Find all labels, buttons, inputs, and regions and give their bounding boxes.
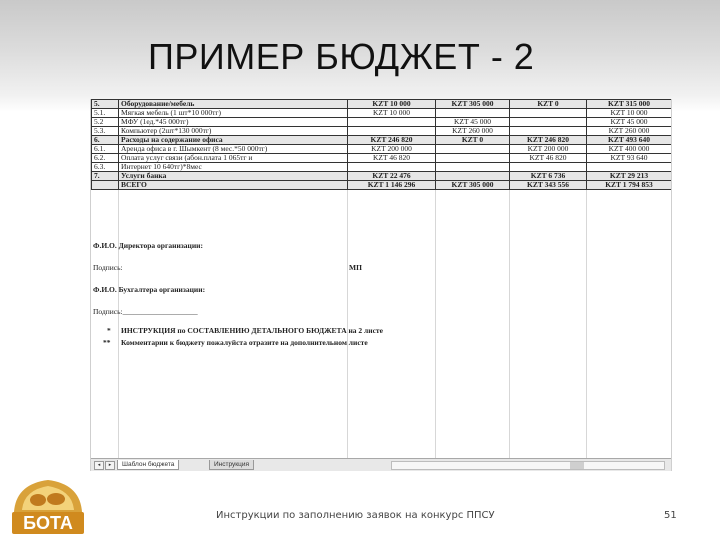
amount-cell [436, 109, 510, 118]
amount-cell: KZT 305 000 [436, 100, 510, 109]
camel-icon [47, 493, 65, 505]
signature-label: Подпись:____________________ [93, 307, 198, 316]
table-row [92, 181, 672, 190]
row-number-cell: 5.2 [92, 118, 119, 127]
note-marker: ** [103, 338, 111, 347]
item-name-cell: Расходы на содержание офиса [119, 136, 348, 145]
bota-logo [8, 474, 88, 536]
amount-cell [510, 127, 587, 136]
director-label: Ф.И.О. Директора организации: [93, 241, 203, 250]
amount-cell: KZT 260 000 [587, 127, 672, 136]
comment-note: Комментарии к бюджету пожалуйста отразите на дополнительном листе [121, 338, 368, 347]
slide-title: ПРИМЕР БЮДЖЕТ - 2 [148, 36, 535, 77]
row-number-cell: 5. [92, 100, 119, 109]
row-number-cell: 7. [92, 172, 119, 181]
amount-cell: KZT 6 736 [510, 172, 587, 181]
budget-table [91, 99, 672, 190]
row-number-cell: 6. [92, 136, 119, 145]
amount-cell: KZT 246 820 [348, 136, 436, 145]
amount-cell: KZT 200 000 [348, 145, 436, 154]
amount-cell [510, 118, 587, 127]
row-number-cell: 6.3. [92, 163, 119, 172]
horizontal-scrollbar[interactable] [391, 461, 665, 470]
first-sheet-icon[interactable]: ◂ [94, 461, 104, 470]
camel-icon [30, 494, 46, 506]
amount-cell [587, 163, 672, 172]
amount-cell: KZT 0 [510, 100, 587, 109]
signature-label: Подпись: [93, 263, 123, 272]
scrollbar-thumb[interactable] [570, 462, 584, 469]
row-number-cell [92, 181, 119, 190]
table-row [92, 145, 672, 154]
amount-cell [436, 154, 510, 163]
amount-cell: KZT 45 000 [436, 118, 510, 127]
amount-cell: KZT 400 000 [587, 145, 672, 154]
logo-text: БОТА [23, 513, 73, 533]
amount-cell: KZT 46 820 [348, 154, 436, 163]
amount-cell [348, 127, 436, 136]
table-row [92, 172, 672, 181]
item-name-cell: Услуги банка [119, 172, 348, 181]
next-sheet-icon[interactable]: ▸ [105, 461, 115, 470]
amount-cell: KZT 10 000 [587, 109, 672, 118]
item-name-cell: Оборудование/мебель [119, 100, 348, 109]
page-number: 51 [664, 510, 677, 521]
table-row [92, 154, 672, 163]
table-row [92, 109, 672, 118]
instruction-note: ИНСТРУКЦИЯ по СОСТАВЛЕНИЮ ДЕТАЛЬНОГО БЮДЖЕТА на 2 листе [121, 326, 383, 335]
row-number-cell: 5.1. [92, 109, 119, 118]
note-marker: * [107, 326, 111, 335]
amount-cell: KZT 493 640 [587, 136, 672, 145]
amount-cell: KZT 246 820 [510, 136, 587, 145]
amount-cell: KZT 343 556 [510, 181, 587, 190]
footer-text: Инструкции по заполнению заявок на конкурс ППСУ [216, 510, 495, 521]
amount-cell: KZT 10 000 [348, 109, 436, 118]
sheet-tab[interactable]: Шаблон бюджета [117, 460, 179, 470]
amount-cell: KZT 45 000 [587, 118, 672, 127]
amount-cell [510, 163, 587, 172]
amount-cell [436, 163, 510, 172]
amount-cell [348, 163, 436, 172]
amount-cell: KZT 93 640 [587, 154, 672, 163]
amount-cell [436, 172, 510, 181]
amount-cell: KZT 1 146 296 [348, 181, 436, 190]
item-name-cell: Мягкая мебель (1 шт*10 000тг) [119, 109, 348, 118]
amount-cell: KZT 315 000 [587, 100, 672, 109]
stamp-label: МП [349, 263, 362, 272]
accountant-label: Ф.И.О. Бухгалтера организации: [93, 285, 206, 294]
spreadsheet-image [90, 99, 672, 471]
amount-cell [348, 118, 436, 127]
amount-cell: KZT 10 000 [348, 100, 436, 109]
sheet-tab[interactable]: Инструкция [209, 460, 254, 470]
item-name-cell: Аренда офиса в г. Шымкент (8 мес.*50 000тг) [119, 145, 348, 154]
table-row [92, 163, 672, 172]
item-name-cell: Компьютер (2шт*130 000тг) [119, 127, 348, 136]
amount-cell [510, 109, 587, 118]
amount-cell: KZT 29 213 [587, 172, 672, 181]
amount-cell: KZT 1 794 853 [587, 181, 672, 190]
item-name-cell: Интернет 10 640тг)*8мес [119, 163, 348, 172]
row-number-cell: 5.3. [92, 127, 119, 136]
item-name-cell: МФУ (1ед.*45 000тг) [119, 118, 348, 127]
amount-cell: KZT 305 000 [436, 181, 510, 190]
amount-cell: KZT 46 820 [510, 154, 587, 163]
table-row [92, 127, 672, 136]
table-row [92, 100, 672, 109]
amount-cell: KZT 22 476 [348, 172, 436, 181]
row-number-cell: 6.2. [92, 154, 119, 163]
amount-cell: KZT 200 000 [510, 145, 587, 154]
row-number-cell: 6.1. [92, 145, 119, 154]
sheet-tab-bar [91, 458, 671, 471]
item-name-cell: ВСЕГО [119, 181, 348, 190]
item-name-cell: Оплата услуг связи (абон.плата 1 065тг и [119, 154, 348, 163]
amount-cell: KZT 260 000 [436, 127, 510, 136]
amount-cell: KZT 0 [436, 136, 510, 145]
table-row [92, 136, 672, 145]
table-row [92, 118, 672, 127]
amount-cell [436, 145, 510, 154]
